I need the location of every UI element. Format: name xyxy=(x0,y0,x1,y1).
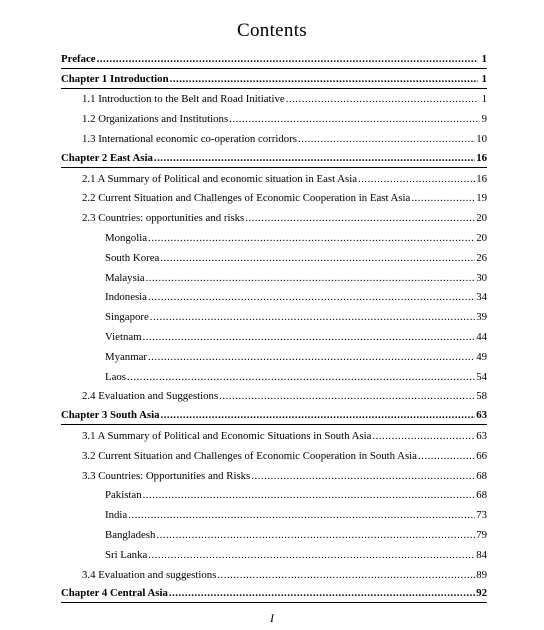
toc-country-entry[interactable] xyxy=(61,544,487,564)
toc-entry-label: 1.3 International economic co-operation corridors xyxy=(82,132,297,145)
toc-country-entry[interactable] xyxy=(61,306,487,326)
toc-country-entry[interactable] xyxy=(61,247,487,267)
toc-entry-label: 2.3 Countries: opportunities and risks xyxy=(82,212,245,225)
toc-dot-leader xyxy=(154,152,475,164)
toc-dot-leader xyxy=(251,470,475,482)
toc-dot-leader xyxy=(298,133,475,145)
toc-entry-page: 89 xyxy=(476,568,487,581)
toc-entry-page: 20 xyxy=(476,231,487,244)
toc-entry-label: 2.1 A Summary of Political and economic situation in East Asia xyxy=(82,172,357,185)
toc-dot-leader xyxy=(148,351,475,363)
toc-entry-label: 2.4 Evaluation and Suggestions xyxy=(82,390,219,403)
toc-chapter-entry[interactable] xyxy=(61,69,487,89)
toc-title: Contents xyxy=(237,20,307,41)
toc-entry-page: 49 xyxy=(476,350,487,363)
toc-entry-label: Preface xyxy=(61,52,96,65)
toc-country-entry[interactable] xyxy=(61,366,487,386)
toc-dot-leader xyxy=(146,272,476,284)
toc-section-entry[interactable] xyxy=(61,465,487,485)
toc-entry-page: 34 xyxy=(476,291,487,304)
toc-entry-page: 39 xyxy=(476,311,487,324)
toc-country-entry[interactable] xyxy=(61,326,487,346)
footer-page-number: I xyxy=(270,611,274,625)
toc-entry-page: 44 xyxy=(476,330,487,343)
toc-entry-label: Vietnam xyxy=(105,330,142,343)
toc-dot-leader xyxy=(148,232,475,244)
toc-entry-page: 20 xyxy=(476,212,487,225)
toc-dot-leader xyxy=(128,509,475,521)
toc-country-entry[interactable] xyxy=(61,227,487,247)
toc-dot-leader xyxy=(148,291,475,303)
toc-dot-leader xyxy=(217,569,475,581)
toc-entry-label: Malaysia xyxy=(105,271,145,284)
toc-entry-page: 66 xyxy=(476,449,487,462)
toc-entry-page: 30 xyxy=(476,271,487,284)
toc-entry-page: 54 xyxy=(476,370,487,383)
toc-dot-leader xyxy=(169,587,475,599)
toc-chapter-entry[interactable] xyxy=(61,49,487,69)
toc-entry-label: India xyxy=(105,509,128,522)
toc-entry-label: 3.2 Current Situation and Challenges of Economic Cooperation in South Asia xyxy=(82,449,417,462)
toc-entry-label: Chapter 3 South Asia xyxy=(61,409,160,422)
toc-entry-page: 63 xyxy=(476,429,487,442)
toc-dot-leader xyxy=(411,192,475,204)
toc-entry-page: 73 xyxy=(476,509,487,522)
toc-dot-leader xyxy=(143,489,476,501)
toc-entry-label: 1.1 Introduction to the Belt and Road Initiative xyxy=(82,93,285,106)
toc-chapter-entry[interactable] xyxy=(61,584,487,604)
toc-entry-label: Sri Lanka xyxy=(105,548,148,561)
toc-entry-page: 68 xyxy=(476,469,487,482)
toc-country-entry[interactable] xyxy=(61,287,487,307)
toc-country-entry[interactable] xyxy=(61,485,487,505)
toc-chapter-entry[interactable] xyxy=(61,148,487,168)
toc-entry-label: Pakistan xyxy=(105,489,142,502)
toc-entry-label: South Korea xyxy=(105,251,160,264)
toc-section-entry[interactable] xyxy=(61,89,487,109)
toc-dot-leader xyxy=(148,549,475,561)
toc-section-entry[interactable] xyxy=(61,425,487,445)
toc-entry-page: 16 xyxy=(476,151,487,164)
toc-entry-label: Chapter 4 Central Asia xyxy=(61,587,168,600)
toc-dot-leader xyxy=(150,311,475,323)
toc-entry-page: 63 xyxy=(476,409,487,422)
toc-dot-leader xyxy=(143,331,476,343)
toc-dot-leader xyxy=(358,173,475,185)
toc-dot-leader xyxy=(372,430,475,442)
toc-dot-leader xyxy=(286,93,478,105)
toc-dot-leader xyxy=(229,113,478,125)
toc-entry-page: 68 xyxy=(476,489,487,502)
toc-section-entry[interactable] xyxy=(61,108,487,128)
toc-entry-page: 58 xyxy=(476,390,487,403)
toc-entry-label: 3.3 Countries: Opportunities and Risks xyxy=(82,469,251,482)
toc-dot-leader xyxy=(156,529,475,541)
toc-section-entry[interactable] xyxy=(61,188,487,208)
toc-entry-label: Chapter 2 East Asia xyxy=(61,151,153,164)
toc-dot-leader xyxy=(97,53,478,65)
toc-dot-leader xyxy=(127,371,475,383)
toc-entry-page: 79 xyxy=(476,528,487,541)
toc-section-entry[interactable] xyxy=(61,445,487,465)
toc-entry-label: Singapore xyxy=(105,311,149,324)
toc-dot-leader xyxy=(161,409,476,421)
toc-entry-label: Indonesia xyxy=(105,291,147,304)
toc-country-entry[interactable] xyxy=(61,504,487,524)
toc-entry-page: 1 xyxy=(481,72,487,85)
toc-section-entry[interactable] xyxy=(61,386,487,406)
toc-entry-page: 1 xyxy=(481,93,487,106)
toc-entry-label: Bangladesh xyxy=(105,528,156,541)
toc-entry-page: 84 xyxy=(476,548,487,561)
toc-entry-page: 1 xyxy=(481,52,487,65)
toc-entry-label: 1.2 Organizations and Institutions xyxy=(82,113,229,126)
toc-country-entry[interactable] xyxy=(61,346,487,366)
toc-entry-label: 3.1 A Summary of Political and Economic Situations in South Asia xyxy=(82,429,372,442)
toc-entry-page: 92 xyxy=(476,587,487,600)
toc-entry-page: 10 xyxy=(476,132,487,145)
toc-entry-page: 16 xyxy=(476,172,487,185)
table-of-contents xyxy=(61,49,487,603)
toc-section-entry[interactable] xyxy=(61,564,487,584)
toc-dot-leader xyxy=(160,252,475,264)
toc-entry-page: 9 xyxy=(481,113,487,126)
toc-entry-label: Laos xyxy=(105,370,126,383)
toc-section-entry[interactable] xyxy=(61,207,487,227)
toc-entry-label: Mongolia xyxy=(105,231,147,244)
toc-dot-leader xyxy=(418,450,475,462)
toc-dot-leader xyxy=(170,73,478,85)
toc-chapter-entry[interactable] xyxy=(61,405,487,425)
toc-entry-label: Chapter 1 Introduction xyxy=(61,72,169,85)
toc-entry-page: 26 xyxy=(476,251,487,264)
toc-section-entry[interactable] xyxy=(61,168,487,188)
toc-dot-leader xyxy=(245,212,475,224)
toc-section-entry[interactable] xyxy=(61,128,487,148)
toc-entry-label: Myanmar xyxy=(105,350,147,363)
toc-entry-label: 2.2 Current Situation and Challenges of Economic Cooperation in East Asia xyxy=(82,192,411,205)
toc-dot-leader xyxy=(219,390,475,402)
toc-entry-label: 3.4 Evaluation and suggestions xyxy=(82,568,217,581)
toc-country-entry[interactable] xyxy=(61,524,487,544)
toc-entry-page: 19 xyxy=(476,192,487,205)
toc-country-entry[interactable] xyxy=(61,267,487,287)
